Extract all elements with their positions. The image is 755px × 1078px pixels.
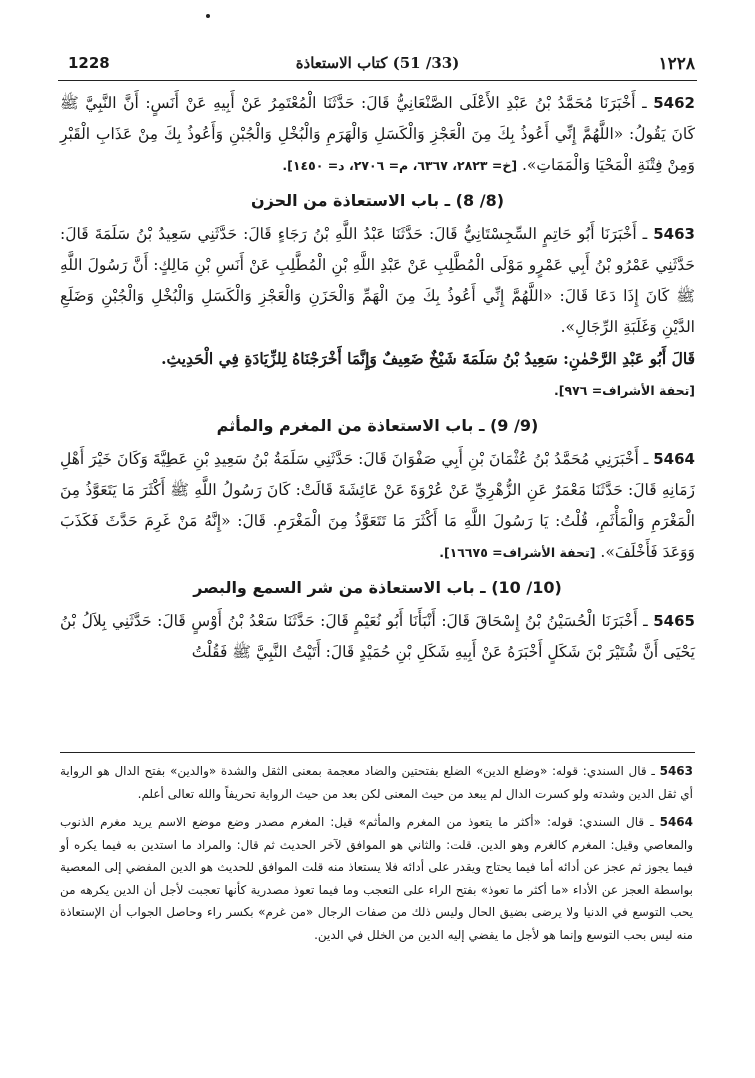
hadith-reference: [تحفة الأشراف= ١٦٦٧٥]. (439, 545, 596, 560)
page-number-latin: 1228 (68, 54, 110, 72)
hadith-5462 (60, 88, 695, 181)
hadith-5463 (60, 219, 695, 343)
author-comment (60, 343, 695, 375)
hadith-number: 5464 (653, 450, 695, 468)
header-rule (58, 80, 697, 81)
tuhfa-reference-5463 (60, 375, 695, 406)
footnote-5463 (60, 760, 693, 805)
running-title: (33/ 51) كتاب الاستعاذة (295, 54, 460, 72)
footnote-number: 5463 (659, 764, 693, 778)
chapter-heading-8: (8/ 8) ـ باب الاستعاذة من الحزن (250, 191, 505, 210)
hadith-text: ـ أَخْبَرَنِي مُحَمَّدُ بْنُ عُثْمَانَ بْنِ أَبِي صَفْوَانَ قَالَ: حَدَّثَنِي سَلَمَةُ بْنُ سَعِيدِ بْنِ عَطِيَّةَ وَكَانَ خَيْرَ أَهْلِ زَمَانِهِ قَالَ: حَدَّثَنَا مَعْمَرٌ عَنِ الزُّهْرِيِّ عَنْ عُرْوَةَ عَنْ عَائِشَةَ قَالَتْ: كَانَ رَسُولُ اللَّهِ ﷺ أَكْثَرَ مَا يَتَعَوَّذُ مِنَ الْمَغْرَمِ وَالْمَأْثَمِ، قُلْتُ: يَا رَسُولَ اللَّهِ مَا أَكْثَرَ مَا تَتَعَوَّذُ مِنَ الْمَغْرَمِ. قَالَ: «إِنَّهُ مَنْ غَرِمَ حَدَّثَ فَكَذَبَ وَوَعَدَ فَأَخْلَفَ». (60, 450, 695, 561)
hadith-text: ـ أَخْبَرَنَا مُحَمَّدُ بْنُ عَبْدِ الأَعْلَى الصَّنْعَانِيُّ قَالَ: حَدَّثَنَا الْمُعْتَمِرُ عَنْ أَبِيهِ عَنْ أَنَسٍ: أَنَّ النَّبِيَّ ﷺ كَانَ يَقُولُ: «اللَّهُمَّ إِنِّي أَعُوذُ بِكَ مِنَ الْعَجْزِ وَالْكَسَلِ وَالْهَرَمِ وَالْبُخْلِ وَالْجُبْنِ وَأَعُوذُ بِكَ مِنْ عَذَابِ الْقَبْرِ وَمِنْ فِتْنَةِ الْمَحْيَا وَالْمَمَاتِ». (60, 94, 695, 174)
page-number-arabic: ١٢٢٨ (658, 54, 695, 74)
footnote-5464 (60, 811, 693, 946)
footnotes (60, 760, 693, 952)
hadith-text: ـ أَخْبَرَنَا أَبُو حَاتِمٍ السِّجِسْتَانِيُّ قَالَ: حَدَّثَنَا عَبْدُ اللَّهِ بْنُ رَجَاءٍ قَالَ: حَدَّثَنِي سَعِيدُ بْنُ سَلَمَةَ قَالَ: حَدَّثَنِي عَمْرُو بْنُ أَبِي عَمْرٍو مَوْلَى الْمُطَّلِبِ عَنْ عَبْدِ اللَّهِ بْنِ الْمُطَّلِبِ عَنْ أَنَسِ بْنِ مَالِكٍ: أَنَّ رَسُولَ اللَّهِ ﷺ كَانَ إِذَا دَعَا قَالَ: «اللَّهُمَّ إِنِّي أَعُوذُ بِكَ مِنَ الْهَمِّ وَالْحَزَنِ وَالْعَجْزِ وَالْكَسَلِ وَالْبُخْلِ وَالْجُبْنِ وَضَلَعِ الدَّيْنِ وَغَلَبَةِ الرِّجَالِ». (60, 225, 695, 336)
chapter-heading-10: (10/ 10) ـ باب الاستعاذة من شر السمع والبصر (193, 578, 562, 597)
footnote-text: ـ قال السندي: قوله: «وضلع الدين» الضلع بفتحتين والضاد معجمة بمعنى الثقل والشدة «والدين» بفتح الدال هو الرواية أي ثقل الدين وشدته ولو كسرت الدال لم يبعد من حيث المعنى لكن بعد من حيث الرواية تحريفاً والله تعالى أعلم. (60, 764, 693, 801)
page-header (58, 52, 697, 78)
hadith-reference: [تحفة الأشراف= ٩٧٦]. (554, 383, 695, 398)
hadith-number: 5463 (653, 225, 695, 243)
hadith-number: 5462 (653, 94, 695, 112)
hadith-text: ـ أَخْبَرَنَا الْحُسَيْنُ بْنُ إِسْحَاقَ قَالَ: أَنْبَأَنَا أَبُو نُعَيْمٍ قَالَ: حَدَّثَنَا سَعْدُ بْنُ أَوْسٍ قَالَ: حَدَّثَنِي بِلاَلُ بْنُ يَحْيَى أَنَّ شُتَيْرَ بْنَ شَكَلٍ أَخْبَرَهُ عَنْ أَبِيهِ شَكَلِ بْنِ حُمَيْدٍ قَالَ: أَتَيْتُ النَّبِيَّ ﷺ فَقُلْتُ (60, 612, 695, 661)
hadith-5464 (60, 444, 695, 568)
main-text (60, 88, 695, 668)
chapter-heading-9: (9/ 9) ـ باب الاستعاذة من المغرم والمأثم (216, 416, 539, 435)
footnote-number: 5464 (659, 815, 693, 829)
footnote-rule (60, 752, 695, 753)
comment-text: قَالَ أَبُو عَبْدِ الرَّحْمٰنِ: سَعِيدُ بْنُ سَلَمَةَ شَيْخٌ ضَعِيفٌ وَإِنَّمَا أَخْرَجْنَاهُ لِلزِّيَادَةِ فِي الْحَدِيثِ. (161, 349, 695, 368)
hadith-reference: [خ= ٢٨٢٣، ٦٣٦٧، م= ٢٧٠٦، د= ١٤٥٠]. (282, 158, 518, 173)
hadith-number: 5465 (653, 612, 695, 630)
footnote-text: ـ قال السندي: قوله: «أكثر ما يتعوذ من المغرم والمأثم» قيل: المغرم مصدر وضع موضع الاسم يريد مغرم الذنوب والمعاصي وقيل: المغرم كالغرم وهو الدين. قلت: والثاني هو الموافق لآخر الحديث ثم قال: والمراد ما استدين به فيما يكره أو فيما يجوز ثم عجز عن أدائه أما فيما يحتاج ويقدر على أدائه فلا يستعاذ منه قلت الموافق للحديث هو الدين المفضي إلى المعصية بواسطة العجز عن الأداء «ما أكثر ما تعوذ» بفتح الراء على التعجب وما فيما تعوذ مصدرية كأنها تعجبت لأجل أن الدين يكرهه من يحب التوسع في الدنيا ولا يرضى بضيق الحال وليس ذلك من صفات الرجال «من غرم» بكسر راء وحاصل الجواب أن الإستعاذة منه ليس بحب التوسع وإنما هو لأجل ما يفضي إليه الدين من الخلل في الدين. (60, 815, 693, 942)
ink-dot (206, 14, 210, 18)
hadith-5465 (60, 606, 695, 668)
